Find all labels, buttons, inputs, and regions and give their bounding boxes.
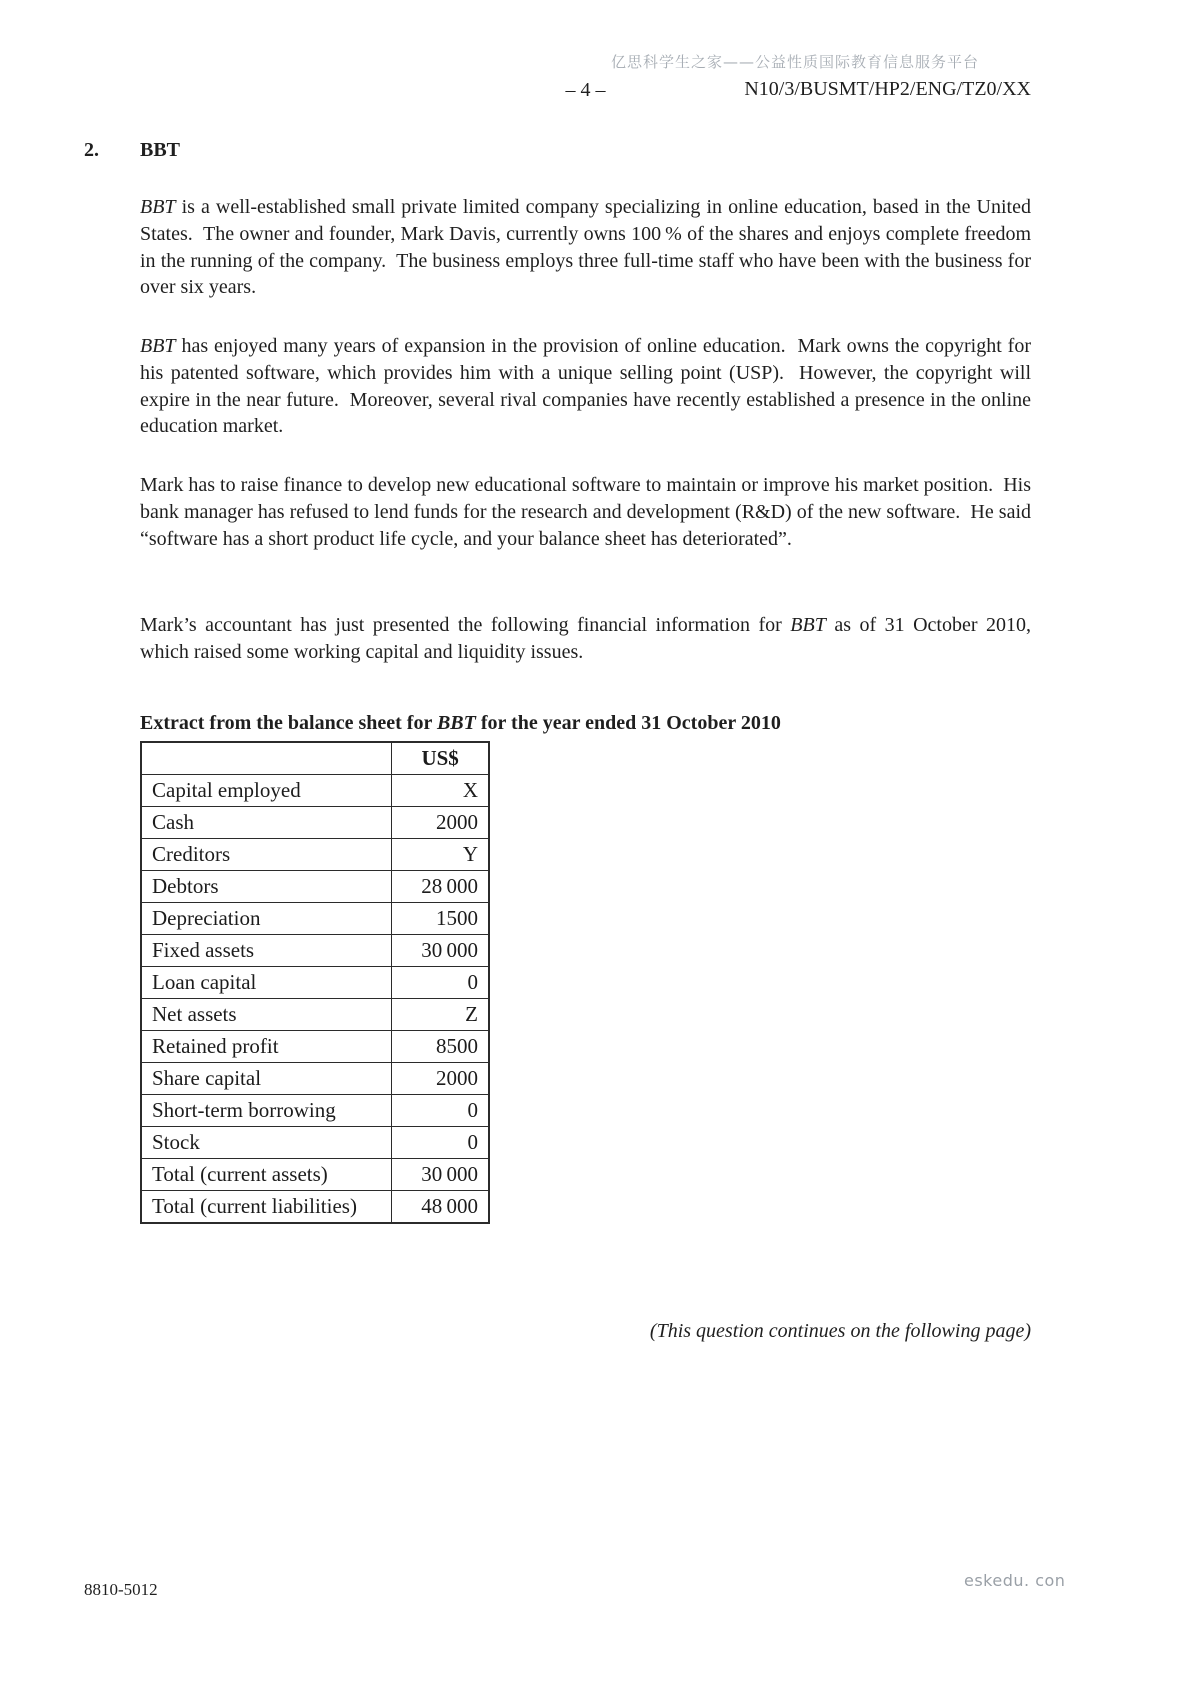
row-label-cell: Retained profit — [141, 1031, 392, 1063]
paragraph-1 — [140, 194, 1036, 301]
table-row — [141, 1063, 489, 1095]
text-segment: has enjoyed many years of expansion in the provision of online education. Mark owns the copyright for his patented software, which provides him with a unique selling point (USP). However, the copyright will expire in the near future. Moreover, several rival companies have recently established a presence in the online education market. — [140, 335, 1036, 438]
table-row — [141, 1127, 489, 1159]
table-row — [141, 999, 489, 1031]
text-segment: BBT — [140, 196, 176, 218]
row-label-cell: Net assets — [141, 999, 392, 1031]
currency-header-cell: US$ — [392, 742, 489, 775]
row-value-cell: Z — [392, 999, 489, 1031]
row-value-cell: 28 000 — [392, 871, 489, 903]
extract-heading — [140, 712, 781, 735]
page-number: – 4 – — [565, 79, 606, 101]
row-value-cell: 48 000 — [392, 1191, 489, 1224]
row-value-cell: 1500 — [392, 903, 489, 935]
text-segment: as of 31 October 2010, which raised some working capital and liquidity issues. — [140, 614, 1037, 663]
table-body — [141, 775, 489, 1224]
row-value-cell: 0 — [392, 1095, 489, 1127]
text-segment: Extract from the balance sheet for — [140, 712, 437, 734]
row-value-cell: 2000 — [392, 1063, 489, 1095]
paragraph-3 — [140, 472, 1036, 552]
row-label-cell: Capital employed — [141, 775, 392, 807]
question-title: BBT — [140, 139, 181, 161]
table-row — [141, 1159, 489, 1191]
footer-reference-code: 8810-5012 — [84, 1580, 158, 1599]
page-header — [140, 79, 1031, 103]
row-label-cell: Cash — [141, 807, 392, 839]
row-value-cell: Y — [392, 839, 489, 871]
row-label-cell: Share capital — [141, 1063, 392, 1095]
text-segment: BBT — [790, 614, 826, 636]
footer-site-watermark: eskedu. con — [964, 1571, 1066, 1590]
balance-sheet-table — [140, 741, 490, 1224]
text-segment: for the year ended 31 October 2010 — [475, 712, 781, 734]
row-label-cell: Debtors — [141, 871, 392, 903]
table-row — [141, 775, 489, 807]
row-label-cell: Depreciation — [141, 903, 392, 935]
table-row — [141, 1191, 489, 1224]
row-value-cell: 0 — [392, 967, 489, 999]
table-header-row — [141, 742, 489, 775]
table-row — [141, 967, 489, 999]
row-value-cell: 30 000 — [392, 935, 489, 967]
row-value-cell: 2000 — [392, 807, 489, 839]
continues-note: (This question continues on the following page) — [649, 1320, 1031, 1342]
question-number: 2. — [84, 139, 99, 161]
row-label-cell: Total (current assets) — [141, 1159, 392, 1191]
table-row — [141, 1095, 489, 1127]
text-segment: BBT — [436, 712, 476, 734]
text-segment: BBT — [140, 335, 176, 357]
row-label-cell: Loan capital — [141, 967, 392, 999]
table-row — [141, 807, 489, 839]
row-value-cell: 0 — [392, 1127, 489, 1159]
row-value-cell: X — [392, 775, 489, 807]
text-segment: Mark has to raise finance to develop new educational software to maintain or improve his market position. His bank manager has refused to lend funds for the research and development (R&D) of the new software. He said “software has a short product life cycle, and your balance sheet has deteriorated”. — [140, 474, 1036, 550]
text-segment: Mark’s accountant has just presented the following financial information for — [140, 614, 791, 636]
row-label-cell: Fixed assets — [141, 935, 392, 967]
row-value-cell: 8500 — [392, 1031, 489, 1063]
table-row — [141, 1031, 489, 1063]
document-code: N10/3/BUSMT/HP2/ENG/TZ0/XX — [744, 78, 1031, 100]
row-label-cell: Stock — [141, 1127, 392, 1159]
row-label-cell: Short-term borrowing — [141, 1095, 392, 1127]
text-segment: is a well-established small private limited company specializing in online education, based in the United States. The owner and founder, Mark Davis, currently owns 100 % of the shares and enjoys complete freedom in the running of the company. The business employs three full-time staff who have been with the business for over six years. — [140, 196, 1036, 299]
item-header-cell — [141, 742, 392, 775]
table-row — [141, 903, 489, 935]
table-row — [141, 871, 489, 903]
paragraph-4 — [140, 612, 1037, 666]
paragraph-2 — [140, 333, 1036, 440]
table-row — [141, 935, 489, 967]
row-value-cell: 30 000 — [392, 1159, 489, 1191]
table-row — [141, 839, 489, 871]
chinese-watermark-text: 亿思科学生之家——公益性质国际教育信息服务平台 — [610, 53, 979, 71]
row-label-cell: Total (current liabilities) — [141, 1191, 392, 1224]
row-label-cell: Creditors — [141, 839, 392, 871]
